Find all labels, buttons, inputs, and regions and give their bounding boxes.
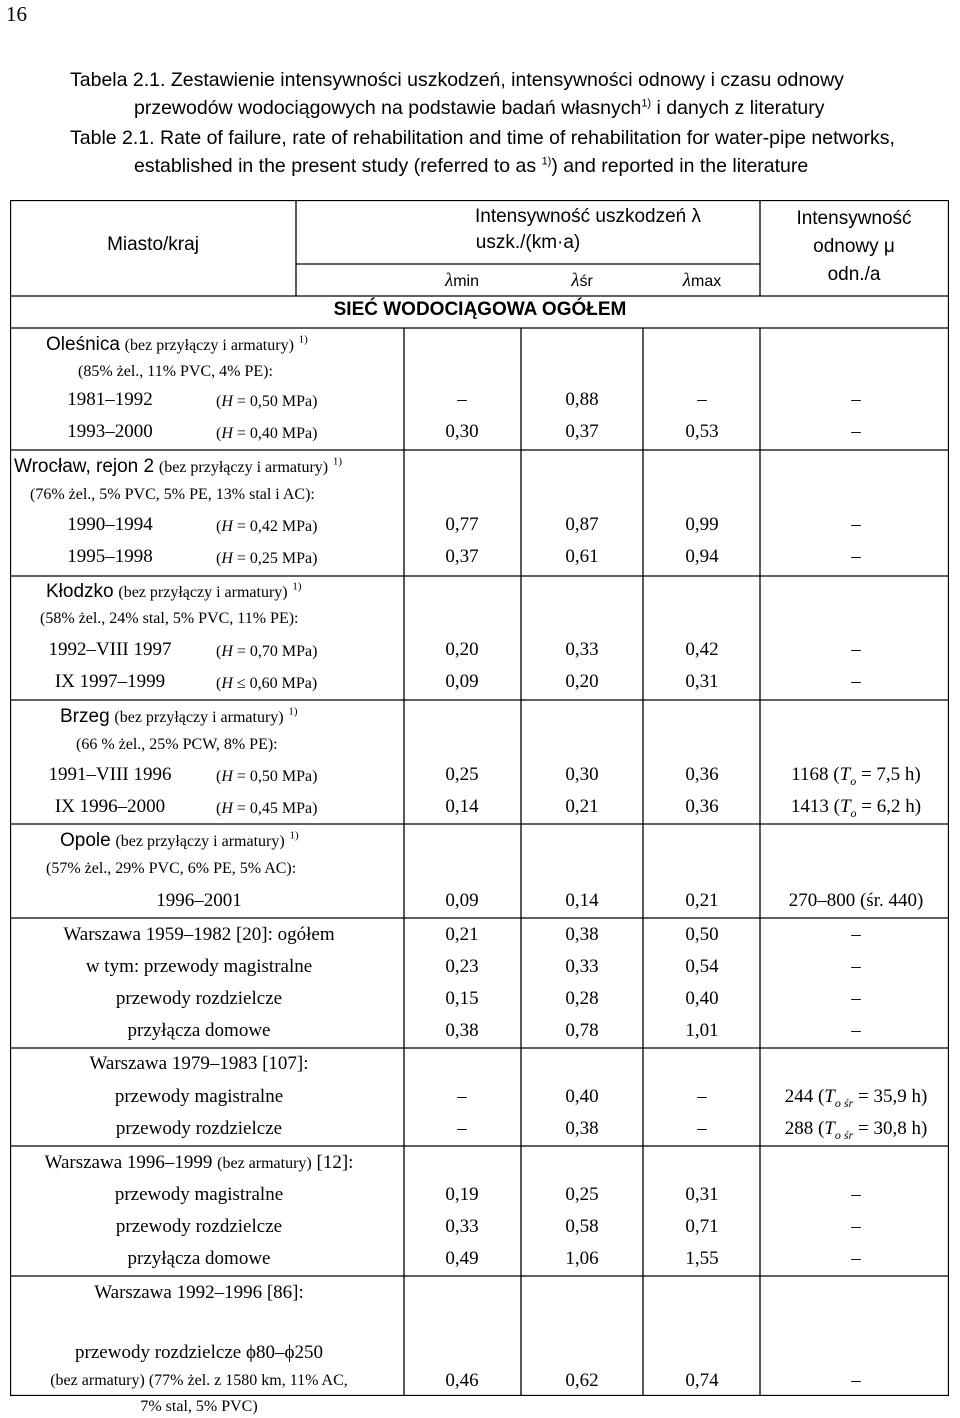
section-title: SIEĆ WODOCIĄGOWA OGÓŁEM (333, 299, 627, 320)
row-lambda-min: – (457, 1086, 467, 1107)
row-lambda-sr: 0,20 (565, 671, 599, 692)
row-label: w tym: przewody magistralne (85, 956, 313, 977)
row-lambda-max: – (697, 1086, 707, 1107)
row-renewal: – (851, 956, 861, 977)
row-renewal: – (851, 1020, 861, 1041)
row-renewal: 244 ($T_{o śr} = 35,9$ h) (784, 1086, 928, 1110)
row-period: IX 1996–2000 (54, 796, 166, 817)
row-lambda-max: – (697, 389, 707, 410)
row-pressure: (H = 0,42 MPa) (216, 518, 318, 535)
row-lambda-max: 1,01 (685, 1020, 719, 1041)
row-lambda-min: 0,15 (445, 988, 479, 1009)
row-lambda-min: 0,09 (445, 890, 479, 911)
data-table (10, 200, 949, 1415)
row-pressure: (H = 0,50 MPa) (216, 768, 318, 785)
row-renewal: – (851, 1216, 861, 1237)
group-warszawa-1996-name: Warszawa 1996–1999 (bez armatury) [12]: (44, 1152, 354, 1173)
row-lambda-sr: 1,06 (565, 1248, 599, 1269)
row-renewal: – (851, 389, 861, 410)
group-klodzko-composition: (58% żel., 24% stal, 5% PVC, 11% PE): (40, 610, 299, 627)
row-lambda-min: 0,09 (445, 671, 479, 692)
row-lambda-max: 1,55 (685, 1248, 719, 1269)
row-pressure: (H = 0,70 MPa) (216, 643, 318, 660)
row-pressure: (H = 0,50 MPa) (216, 393, 318, 410)
group-olesnica-name: Oleśnica (bez przyłączy i armatury) $^{1)}$ (46, 333, 308, 355)
row-lambda-min: – (457, 389, 467, 410)
row-lambda-sr: 0,25 (565, 1184, 599, 1205)
row-lambda-sr: 0,33 (565, 956, 599, 977)
row-lambda-max: – (697, 1118, 707, 1139)
group-klodzko-name: Kłodzko (bez przyłączy i armatury) $^{1)}$ (46, 580, 302, 602)
row-renewal: – (851, 514, 861, 535)
row-period: 1995–1998 (67, 546, 153, 567)
row-lambda-sr: 0,38 (565, 1118, 599, 1139)
group-opole-name: Opole (bez przyłączy i armatury) $^{1)}$ (60, 829, 299, 851)
row-lambda-min: 0,19 (445, 1184, 479, 1205)
row-label-2: (bez armatury) (77% żel. z 1580 km, 11% AC, (50, 1372, 348, 1389)
caption-en-line-1: Table 2.1. Rate of failure, rate of rehabilitation and time of rehabilitation for water-pipe networks, (70, 127, 895, 149)
row-lambda-sr: 0,33 (565, 639, 599, 660)
row-period: 1991–VIII 1996 (48, 764, 172, 785)
row-label-3: 7% stal, 5% PVC) (140, 1398, 258, 1415)
header-failure-unit: uszk./(km·a) (475, 232, 581, 253)
row-lambda-min: 0,77 (445, 514, 479, 535)
row-lambda-max: 0,42 (685, 639, 719, 660)
row-lambda-sr: 0,87 (565, 514, 599, 535)
header-lambda-max: λmax (682, 270, 722, 291)
group-brzeg-name: Brzeg (bez przyłączy i armatury) $^{1)}$ (60, 705, 298, 727)
row-renewal: – (851, 1248, 861, 1269)
row-renewal: – (851, 1370, 861, 1391)
group-wroclaw-name: Wrocław, rejon 2 (bez przyłączy i armatury) $^{1)}$ (14, 455, 343, 477)
row-label: przewody rozdzielcze (115, 988, 283, 1009)
group-warszawa-1992-name: Warszawa 1992–1996 [86]: (94, 1282, 304, 1303)
row-lambda-max: 0,36 (685, 764, 719, 785)
row-lambda-sr: 0,61 (565, 546, 599, 567)
row-lambda-sr: 0,62 (565, 1370, 599, 1391)
row-renewal: – (851, 421, 861, 442)
row-renewal: – (851, 639, 861, 660)
row-period: 1996–2001 (156, 890, 242, 911)
row-lambda-sr: 0,37 (565, 421, 599, 442)
row-period: 1992–VIII 1997 (48, 639, 172, 660)
header-failure-title: Intensywność uszkodzeń λ (474, 206, 702, 227)
header-city: Miasto/kraj (107, 234, 199, 255)
row-lambda-max: 0,54 (685, 956, 719, 977)
row-lambda-min: 0,49 (445, 1248, 479, 1269)
row-lambda-max: 0,40 (685, 988, 719, 1009)
row-lambda-max: 0,53 (685, 421, 719, 442)
row-lambda-min: 0,21 (445, 924, 479, 945)
row-period: 1993–2000 (67, 421, 153, 442)
row-renewal: 288 ($T_{o śr} = 30,8$ h) (784, 1118, 928, 1142)
row-lambda-max: 0,50 (685, 924, 719, 945)
row-label: przewody rozdzielcze (115, 1118, 283, 1139)
row-lambda-max: 0,99 (685, 514, 719, 535)
row-period: 1990–1994 (67, 514, 153, 535)
row-pressure: (H = 0,45 MPa) (216, 800, 318, 817)
caption-pl-line-1: Tabela 2.1. Zestawienie intensywności uszkodzeń, intensywności odnowy i czasu odnowy (70, 69, 844, 91)
group-olesnica-composition: (85% żel., 11% PVC, 4% PE): (78, 363, 273, 380)
row-lambda-max: 0,94 (685, 546, 719, 567)
row-renewal: – (851, 924, 861, 945)
row-lambda-min: 0,25 (445, 764, 479, 785)
row-lambda-max: 0,36 (685, 796, 719, 817)
row-label: Warszawa 1959–1982 [20]: ogółem (63, 924, 335, 945)
header-renewal-unit: odn./a (827, 264, 881, 285)
row-lambda-sr: 0,40 (565, 1086, 599, 1107)
row-lambda-sr: 0,58 (565, 1216, 599, 1237)
row-lambda-min: 0,33 (445, 1216, 479, 1237)
header-renewal-1: Intensywność (796, 208, 912, 229)
row-pressure: (H = 0,25 MPa) (216, 550, 318, 567)
row-renewal: 1413 ($T_o = 6,2$ h) (790, 796, 922, 820)
row-renewal: – (851, 988, 861, 1009)
row-lambda-max: 0,31 (685, 1184, 719, 1205)
row-period: IX 1997–1999 (54, 671, 166, 692)
row-lambda-min: 0,14 (445, 796, 479, 817)
row-lambda-min: 0,23 (445, 956, 479, 977)
row-lambda-min: 0,20 (445, 639, 479, 660)
caption-pl-line-2: przewodów wodociągowych na podstawie badań własnych$^{1)}$ i danych z literatury (134, 97, 825, 119)
row-lambda-max: 0,74 (685, 1370, 719, 1391)
row-label: przyłącza domowe (127, 1020, 271, 1041)
group-warszawa-1979-name: Warszawa 1979–1983 [107]: (89, 1053, 309, 1074)
row-lambda-min: 0,38 (445, 1020, 479, 1041)
row-pressure: (H ≤ 0,60 MPa) (216, 675, 318, 692)
row-renewal: 270–800 (śr. 440) (788, 890, 924, 911)
page-number: 16 (6, 2, 27, 26)
row-lambda-sr: 0,88 (565, 389, 599, 410)
row-label: przewody magistralne (114, 1184, 284, 1205)
row-label: przewody magistralne (114, 1086, 284, 1107)
row-renewal: – (851, 546, 861, 567)
group-opole-composition: (57% żel., 29% PVC, 6% PE, 5% AC): (46, 860, 297, 877)
row-lambda-min: – (457, 1118, 467, 1139)
row-lambda-max: 0,31 (685, 671, 719, 692)
row-renewal: – (851, 671, 861, 692)
row-label: przewody rozdzielcze ϕ80–ϕ250 (75, 1342, 323, 1363)
row-period: 1981–1992 (67, 389, 153, 410)
row-renewal: – (851, 1184, 861, 1205)
row-lambda-min: 0,46 (445, 1370, 479, 1391)
row-renewal: 1168 ($T_o = 7,5$ h) (791, 764, 921, 788)
group-brzeg-composition: (66 % żel., 25% PCW, 8% PE): (76, 736, 278, 753)
row-lambda-sr: 0,21 (565, 796, 599, 817)
row-lambda-min: 0,37 (445, 546, 479, 567)
caption-en-line-2: established in the present study (referred to as $^{1)}$) and reported in the literature (134, 155, 809, 177)
row-lambda-sr: 0,38 (565, 924, 599, 945)
row-label: przewody rozdzielcze (115, 1216, 283, 1237)
row-lambda-max: 0,71 (685, 1216, 719, 1237)
row-pressure: (H = 0,40 MPa) (216, 425, 318, 442)
row-label: przyłącza domowe (127, 1248, 271, 1269)
header-lambda-sr: λśr (571, 270, 593, 291)
row-lambda-sr: 0,30 (565, 764, 599, 785)
row-lambda-min: 0,30 (445, 421, 479, 442)
row-lambda-sr: 0,28 (565, 988, 599, 1009)
row-lambda-max: 0,21 (685, 890, 719, 911)
header-renewal-2: odnowy μ (813, 236, 895, 257)
header-lambda-min: λmin (444, 270, 480, 291)
group-wroclaw-composition: (76% żel., 5% PVC, 5% PE, 13% stal i AC): (30, 486, 315, 503)
row-lambda-sr: 0,78 (565, 1020, 599, 1041)
row-lambda-sr: 0,14 (565, 890, 599, 911)
